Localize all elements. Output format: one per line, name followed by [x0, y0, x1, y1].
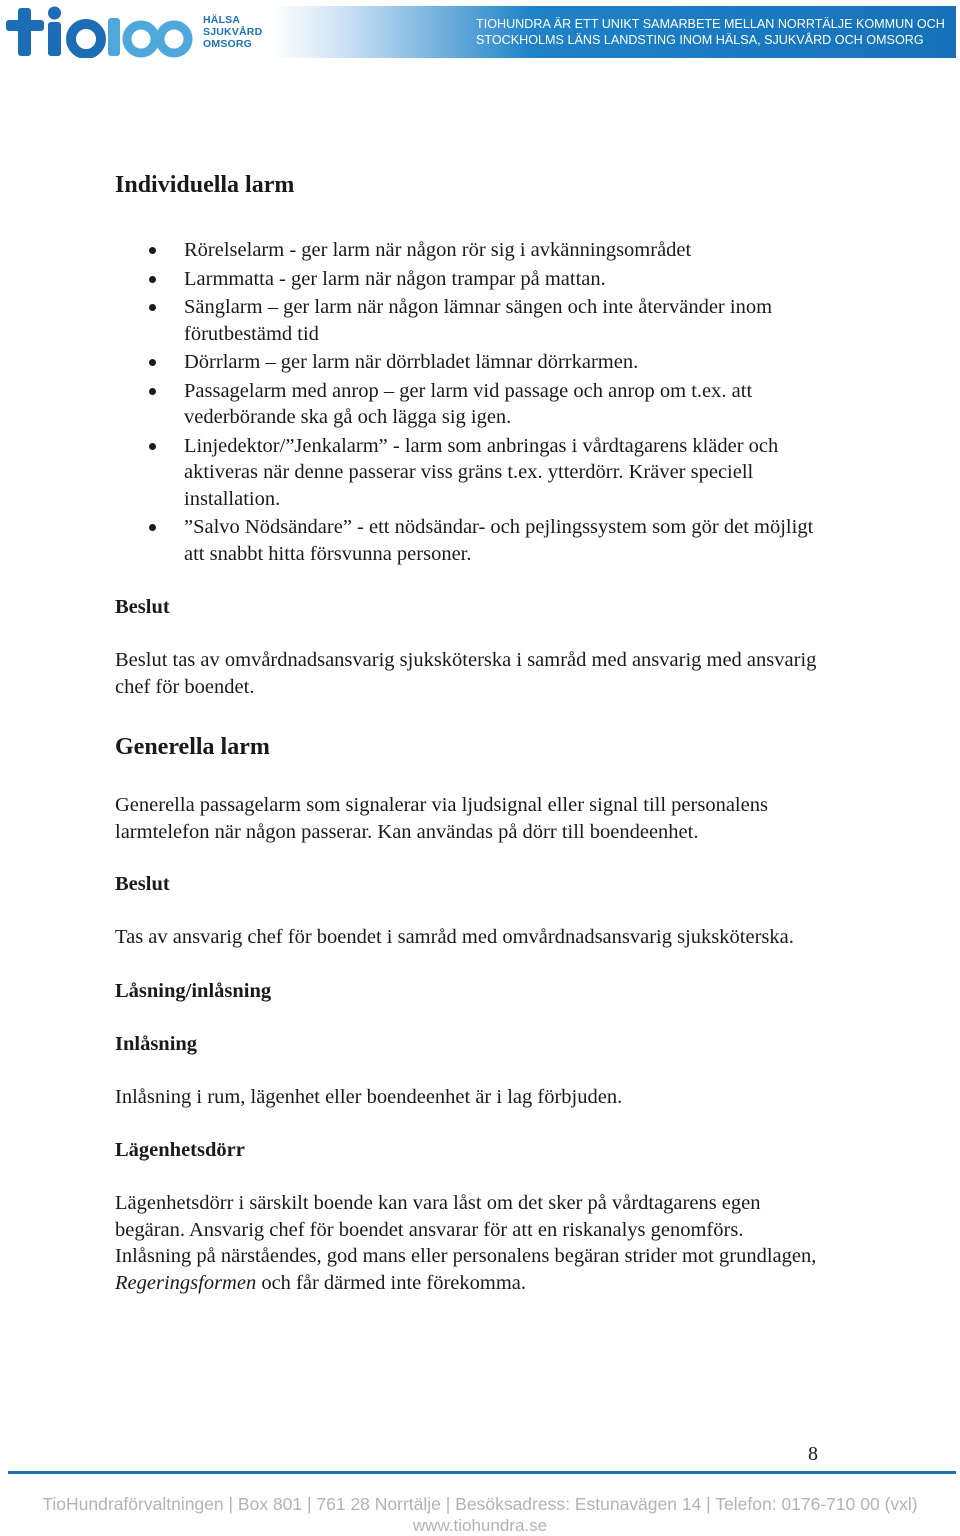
- bullet-icon: [149, 276, 156, 283]
- lagenhetsdorr-text: Lägenhetsdörr i särskilt boende kan vara låst om det sker på vårdtagarens egen begäran. Ansvarig chef för boendet ansvarar för att en riskanalys genomförs.: [115, 1192, 761, 1241]
- footer-website-link[interactable]: www.tiohundra.se: [412, 1516, 548, 1535]
- beslut-individuella-text: Beslut tas av omvårdnadsansvarig sjuksköterska i samråd med ansvarig med ansvarig chef för boendet.: [115, 649, 817, 698]
- list-item: [115, 294, 835, 347]
- footer-divider: [8, 1471, 956, 1474]
- list-item: [115, 378, 835, 431]
- heading-beslut-individuella: Beslut: [115, 596, 170, 618]
- alarm-type-list: [115, 237, 835, 567]
- heading-generella-larm: Generella larm: [115, 734, 270, 760]
- heading-inlasning: Inlåsning: [115, 1032, 198, 1055]
- list-item-text: Sänglarm – ger larm när någon lämnar sängen och inte återvänder inom förutbestämd tid: [184, 296, 773, 345]
- page-header: [0, 0, 960, 62]
- bullet-icon: [149, 388, 156, 395]
- logo-subtitle-line: HÄLSA: [203, 14, 241, 26]
- list-item-text: ”Salvo Nödsändare” - ett nödsändar- och pejlingssystem som gör det möjligt att snabbt hitta försvunna personer.: [184, 516, 814, 565]
- footer-address: TioHundraförvaltningen | Box 801 | 761 28 Norrtälje | Besöksadress: Estunavägen 14 | Telefon: 0176-710 00 (vxl): [42, 1494, 918, 1514]
- grundlagen-text-start: Inlåsning på närståendes, god mans eller personalens begäran strider mot grundlagen,: [115, 1245, 817, 1267]
- heading-individuella-larm: Individuella larm: [115, 172, 295, 198]
- list-item: [115, 266, 835, 293]
- bullet-icon: [149, 359, 156, 366]
- regeringsformen-reference: Regeringsformen: [115, 1271, 257, 1294]
- list-item-text: Dörrlarm – ger larm när dörrbladet lämnar dörrkarmen.: [184, 351, 639, 373]
- bullet-icon: [149, 524, 156, 531]
- list-item: [115, 514, 835, 567]
- bullet-icon: [149, 304, 156, 311]
- beslut-generella-text: Tas av ansvarig chef för boendet i samråd med omvårdnadsansvarig sjuksköterska.: [115, 926, 794, 948]
- logo-subtitle-line: SJUKVÅRD: [203, 26, 263, 38]
- inlasning-text: Inlåsning i rum, lägenhet eller boendeenhet är i lag förbjuden.: [115, 1085, 623, 1108]
- generella-larm-text: Generella passagelarm som signalerar via ljudsignal eller signal till personalens larmtelefon när någon passerar. Kan användas på dörr till boendeenhet.: [115, 794, 768, 843]
- list-item-text: Passagelarm med anrop – ger larm vid passage och anrop om t.ex. att vederbörande ska gå och lägga sig igen.: [184, 379, 753, 428]
- heading-lagenhetsdorr: Lägenhetsdörr: [115, 1139, 245, 1161]
- header-banner: [272, 6, 956, 58]
- banner-line: TIOHUNDRA ÄR ETT UNIKT SAMARBETE MELLAN NORRTÄLJE KOMMUN OCH: [476, 17, 945, 31]
- page-number: 8: [808, 1443, 818, 1465]
- heading-lasning-inlasning: Låsning/inlåsning: [115, 979, 272, 1002]
- list-item-text: Linjedektor/”Jenkalarm” - larm som anbringas i vårdtagarens kläder och aktiveras när denne passerar viss gräns t.ex. ytterdörr. Kräver speciell installation.: [184, 434, 779, 510]
- list-item-text: Rörelselarm - ger larm när någon rör sig i avkänningsområdet: [184, 239, 692, 261]
- tio100-logo-mark: [6, 6, 201, 58]
- list-item: [115, 349, 835, 376]
- banner-text: [476, 16, 946, 48]
- logo-subtitle-line: OMSORG: [203, 38, 253, 50]
- banner-line: STOCKHOLMS LÄNS LANDSTING INOM HÄLSA, SJUKVÅRD OCH OMSORG: [476, 33, 924, 47]
- heading-beslut-generella: Beslut: [115, 873, 170, 895]
- list-item-text: Larmmatta - ger larm när någon trampar på mattan.: [184, 267, 606, 290]
- grundlagen-text-end: och får därmed inte förekomma.: [256, 1271, 527, 1294]
- bullet-icon: [149, 443, 156, 450]
- bullet-icon: [149, 247, 156, 254]
- list-item: [115, 433, 835, 513]
- list-item: [115, 237, 835, 264]
- grundlagen-text: [115, 1243, 835, 1296]
- document-body: [115, 170, 835, 1296]
- logo-subtitle: [203, 14, 262, 50]
